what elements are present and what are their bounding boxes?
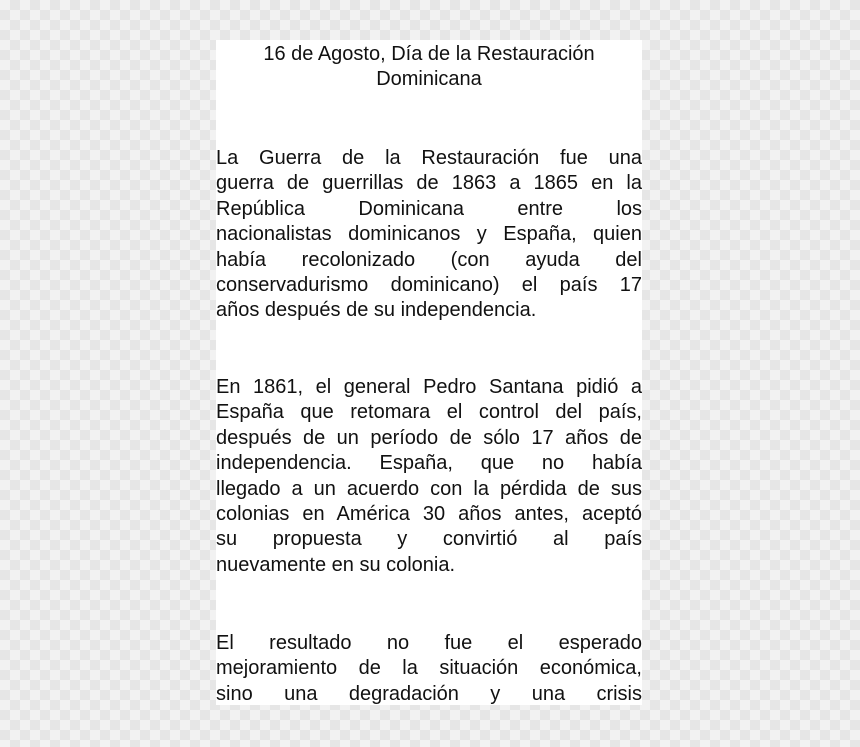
text-line: En 1861, el general Pedro Santana pidió a bbox=[216, 376, 642, 398]
paragraph-1 bbox=[216, 146, 642, 324]
document-title bbox=[216, 42, 642, 92]
paragraph-3 bbox=[216, 631, 642, 705]
title-line: 16 de Agosto, Día de la Restauración bbox=[263, 43, 595, 65]
text-line: República Dominicana entre los bbox=[216, 197, 642, 220]
text-line: mejoramiento de la situación económica, bbox=[216, 657, 642, 680]
text-line: sino una degradación y una crisis bbox=[216, 682, 642, 705]
paragraph-2 bbox=[216, 375, 642, 578]
text-line: años después de su independencia. bbox=[216, 299, 537, 322]
text-line: su propuesta y convirtió al país bbox=[216, 528, 642, 551]
text-line: La Guerra de la Restauración fue una bbox=[216, 147, 642, 169]
text-line: colonias en América 30 años antes, aceptó bbox=[216, 503, 642, 526]
document-page bbox=[216, 40, 642, 705]
text-line: guerra de guerrillas de 1863 a 1865 en la bbox=[216, 172, 642, 195]
text-line: llegado a un acuerdo con la pérdida de sus bbox=[216, 477, 642, 500]
text-line: El resultado no fue el esperado bbox=[216, 632, 642, 654]
text-line: España que retomara el control del país, bbox=[216, 401, 642, 424]
text-line: independencia. España, que no había bbox=[216, 452, 642, 475]
text-line: conservadurismo dominicano) el país 17 bbox=[216, 274, 642, 297]
title-line: Dominicana bbox=[376, 68, 482, 90]
text-line: nacionalistas dominicanos y España, quien bbox=[216, 223, 642, 246]
text-line: había recolonizado (con ayuda del bbox=[216, 248, 642, 271]
text-line: después de un período de sólo 17 años de bbox=[216, 426, 642, 449]
text-line: nuevamente en su colonia. bbox=[216, 553, 456, 576]
